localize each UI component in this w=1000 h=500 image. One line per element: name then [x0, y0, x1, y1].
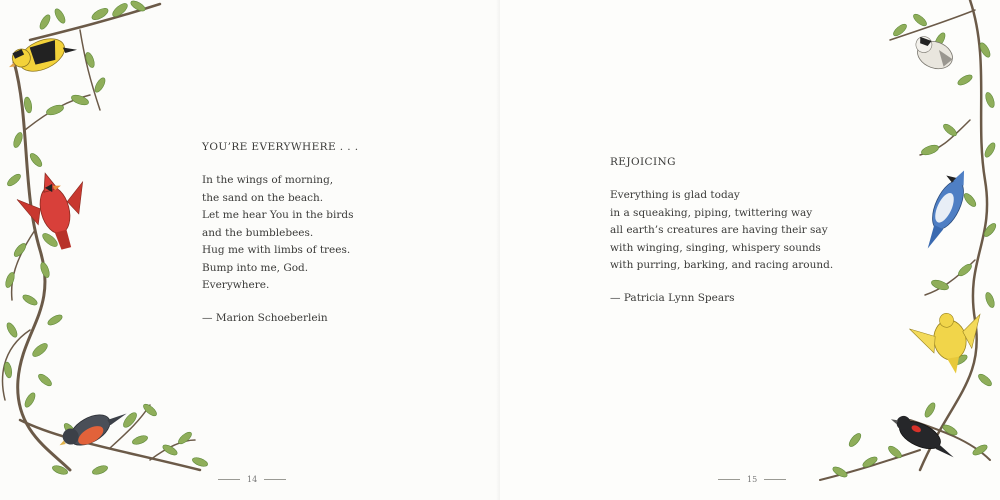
poem-author: — Marion Schoeberlein — [202, 311, 328, 324]
poem-line: the sand on the beach. — [202, 191, 324, 204]
page-number — [718, 475, 786, 484]
poem-line: Hug me with limbs of trees. — [202, 244, 351, 256]
poem-line: with winging, singing, whispery sounds — [610, 241, 821, 254]
page-number-text: 14 — [247, 475, 258, 484]
chickadee-icon — [910, 34, 957, 73]
left-poem — [202, 141, 358, 324]
poem-line: all earth’s creatures are having their say — [610, 224, 828, 236]
poem-title: REJOICING — [610, 156, 676, 168]
main-branch — [920, 0, 987, 470]
poem-line: Bump into me, God. — [202, 261, 309, 274]
poem-line: Everything is glad today — [610, 189, 740, 201]
folio-rule — [764, 479, 786, 480]
right-poem — [610, 156, 833, 304]
left-vine-illustration — [0, 0, 230, 500]
poem-line: and the bumblebees. — [202, 226, 314, 239]
blue-jay-icon — [915, 165, 975, 254]
poem-lines — [202, 172, 358, 295]
poem-lines — [610, 187, 833, 275]
page-number-text: 15 — [747, 475, 758, 484]
folio-rule — [718, 479, 740, 480]
right-page — [500, 0, 1000, 500]
poem-title: YOU’RE EVERYWHERE . . . — [202, 141, 359, 153]
folio-rule — [218, 479, 240, 480]
poem-line: Everywhere. — [202, 279, 270, 291]
poem-line: In the wings of morning, — [202, 174, 334, 186]
poem-author: — Patricia Lynn Spears — [610, 291, 735, 304]
poem-line: Let me hear You in the birds — [202, 209, 354, 221]
page-number — [218, 475, 286, 484]
goldfinch-icon — [4, 27, 79, 82]
poem-line: in a squeaking, piping, twittering way — [610, 206, 813, 219]
poem-line: with purring, barking, and racing around. — [610, 259, 834, 271]
folio-rule — [264, 479, 286, 480]
